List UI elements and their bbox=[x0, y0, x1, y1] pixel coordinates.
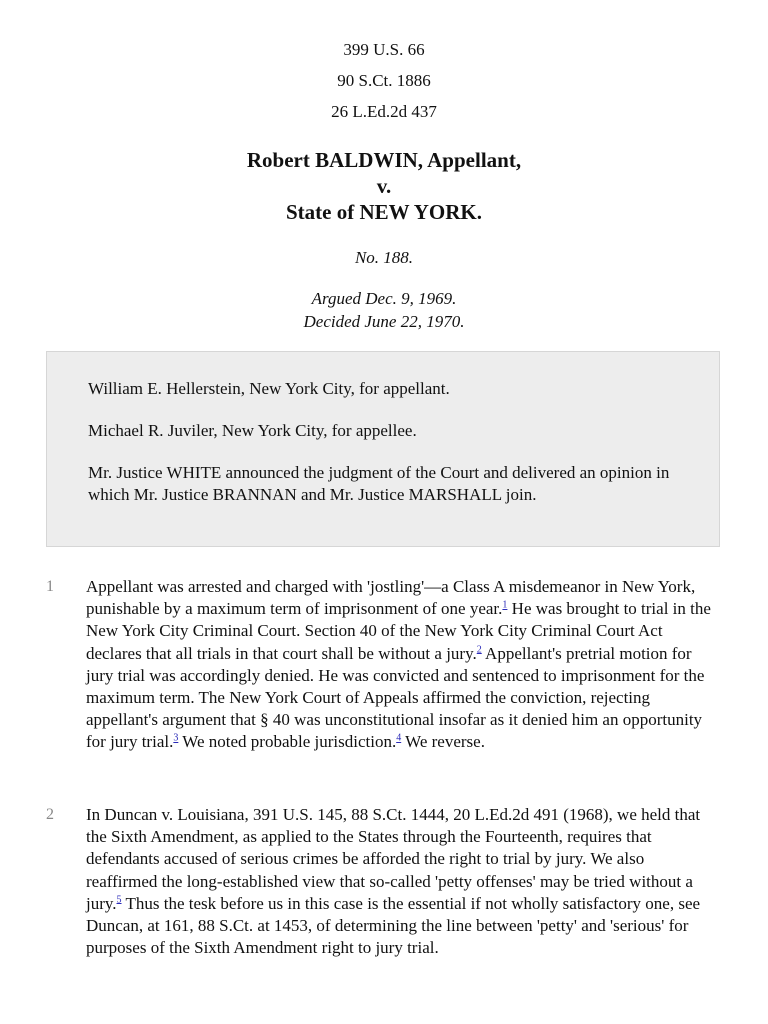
counsel-box bbox=[46, 351, 720, 547]
appellee-name: State of NEW YORK. bbox=[286, 200, 482, 224]
docket-number: No. 188. bbox=[354, 248, 414, 267]
decided-date: Decided June 22, 1970. bbox=[303, 312, 465, 331]
supreme-court-reporter-citation: 90 S.Ct. 1886 bbox=[337, 71, 431, 90]
citation-block bbox=[0, 0, 768, 127]
paragraph-segment: In Duncan v. Louisiana, 391 U.S. 145, 88 S.Ct. 1444, 20 L.Ed.2d 491 (1968), we held that the Sixth Amendment, as applied to the States through the Fourteenth, requires that defendants accused of serious crimes be afforded the right to trial by jury. We also reaffirmed the long-established view that so-called 'petty offenses' may be tried without a jury. bbox=[86, 805, 701, 913]
counsel-appellee: Michael R. Juviler, New York City, for appellee. bbox=[88, 421, 417, 440]
paragraph-segment: Thus the tesk before us in this case is the essential if not wholly satisfactory one, see Duncan, at 161, 88 S.Ct. at 1453, of determining the line between 'petty' and 'serious' for purposes of the Sixth Amendment right to jury trial. bbox=[86, 893, 701, 958]
us-reports-citation: 399 U.S. 66 bbox=[343, 40, 425, 59]
footnote-link-5[interactable]: 5 bbox=[116, 894, 122, 906]
footnote-link-3[interactable]: 3 bbox=[173, 732, 179, 744]
footnote-link-2[interactable]: 2 bbox=[476, 643, 482, 655]
paragraph-segment: Appellant's pretrial motion for jury trial was accordingly denied. He was convicted and sentenced to imprisonment for the maximum term. The New York Court of Appeals affirmed the conviction, rejecting appellant's argument that § 40 was unconstitutional insofar as it denied him an opportunity for jury trial. bbox=[86, 643, 705, 752]
lawyers-edition-citation: 26 L.Ed.2d 437 bbox=[331, 102, 437, 121]
argued-date: Argued Dec. 9, 1969. bbox=[311, 289, 457, 308]
paragraph-number: 2 bbox=[46, 806, 54, 823]
paragraph-segment: He was brought to trial in the New York City Criminal Court. Section 40 of the New York City Criminal Court Act declares that all trials in that court shall be without a jury. bbox=[86, 599, 711, 663]
paragraph-text bbox=[86, 576, 718, 754]
paragraph-segment: We reverse. bbox=[401, 732, 485, 752]
paragraph-number: 1 bbox=[46, 578, 54, 595]
case-dates bbox=[0, 287, 768, 333]
case-title bbox=[0, 147, 768, 225]
paragraph-segment: We noted probable jurisdiction. bbox=[178, 732, 397, 752]
opinion-announcement: Mr. Justice WHITE announced the judgment of the Court and delivered an opinion in which Mr. Justice BRANNAN and Mr. Justice MARSHALL join. bbox=[88, 463, 670, 504]
appellant-name: Robert BALDWIN, Appellant, bbox=[246, 148, 522, 172]
counsel-appellant: William E. Hellerstein, New York City, for appellant. bbox=[88, 379, 450, 398]
paragraph-text bbox=[86, 804, 718, 959]
footnote-link-1[interactable]: 1 bbox=[502, 599, 508, 611]
paragraph-segment: Appellant was arrested and charged with 'jostling'—a Class A misdemeanor in New York, punishable by a maximum term of imprisonment of one year. bbox=[86, 577, 696, 619]
versus-label: v. bbox=[376, 174, 392, 198]
footnote-link-4[interactable]: 4 bbox=[396, 732, 402, 744]
